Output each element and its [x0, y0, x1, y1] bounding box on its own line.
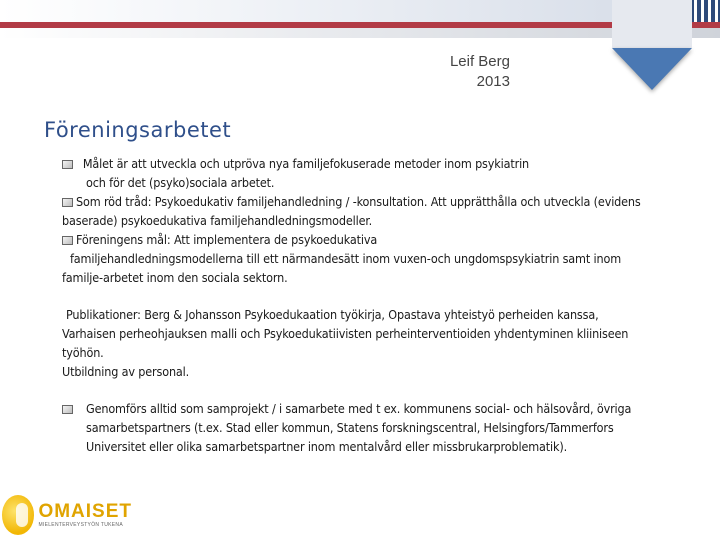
bullet-goal-rest: och för det (psyko)sociala arbetet. — [86, 175, 275, 190]
bullet-cooperation — [62, 399, 642, 456]
author-year: 2013 — [476, 73, 510, 90]
slide-title: Föreningsarbetet — [44, 118, 232, 142]
logo-figure-icon — [2, 495, 34, 535]
checkbox-bullet-icon — [62, 236, 73, 245]
publications-text: Publikationer: Berg & Johansson Psykoedukaation työkirja, Opastava yhteistyö perheiden kanssa, Varhaisen perheohjauksen malli och Psykoedukatiivisten perheinterventioiden yhdentyminen kliiniseen työhön. — [62, 307, 629, 360]
bullet-aim-first: Föreningens mål: Att implementera de psykoedukativa — [76, 232, 378, 247]
slide-body — [62, 154, 642, 456]
triangle-decoration — [612, 48, 692, 90]
bullet-aim — [62, 230, 642, 287]
checkbox-bullet-icon — [62, 160, 73, 169]
edge-stripes — [690, 0, 720, 22]
bullet-cooperation-text: Genomförs alltid som samprojekt / i samarbete med t ex. kommunens social- och hälsovård, övriga samarbetspartners (t.ex. Stad eller kommun, Statens forskningscentral, Helsingfors/Tammerfors Universitet eller olika samarbetspartner inom mentalvård eller missbrukarproblematik). — [86, 401, 632, 454]
logo-tagline: MIELENTERVEYSTYÖN TUKENA — [38, 522, 123, 528]
bullet-aim-rest: familjehandledningsmodellerna till ett närmandesätt inom vuxen-och ungdomspsykiatrin samt inom familje-arbetet inom den sociala sektorn. — [62, 251, 622, 285]
author-block — [390, 52, 510, 92]
checkbox-bullet-icon — [62, 405, 73, 414]
training-text: Utbildning av personal. — [62, 364, 190, 379]
omaiset-logo — [2, 494, 132, 536]
bullet-thread-text: Som röd tråd: Psykoedukativ familjehandledning / -konsultation. Att upprätthålla och utveckla (evidens baserade) psykoedukativa familjehandledningsmodeller. — [62, 194, 641, 228]
author-name: Leif Berg — [449, 53, 510, 70]
logo-name: OMAISET — [38, 501, 132, 522]
bullet-goal-first: Målet är att utveckla och utpröva nya familjefokuserade metoder inom psykiatrin — [82, 156, 530, 171]
bullet-goal — [62, 154, 642, 192]
corner-tab — [612, 0, 692, 48]
publications-block — [62, 305, 642, 381]
bullet-thread — [62, 192, 642, 230]
checkbox-bullet-icon — [62, 198, 73, 207]
